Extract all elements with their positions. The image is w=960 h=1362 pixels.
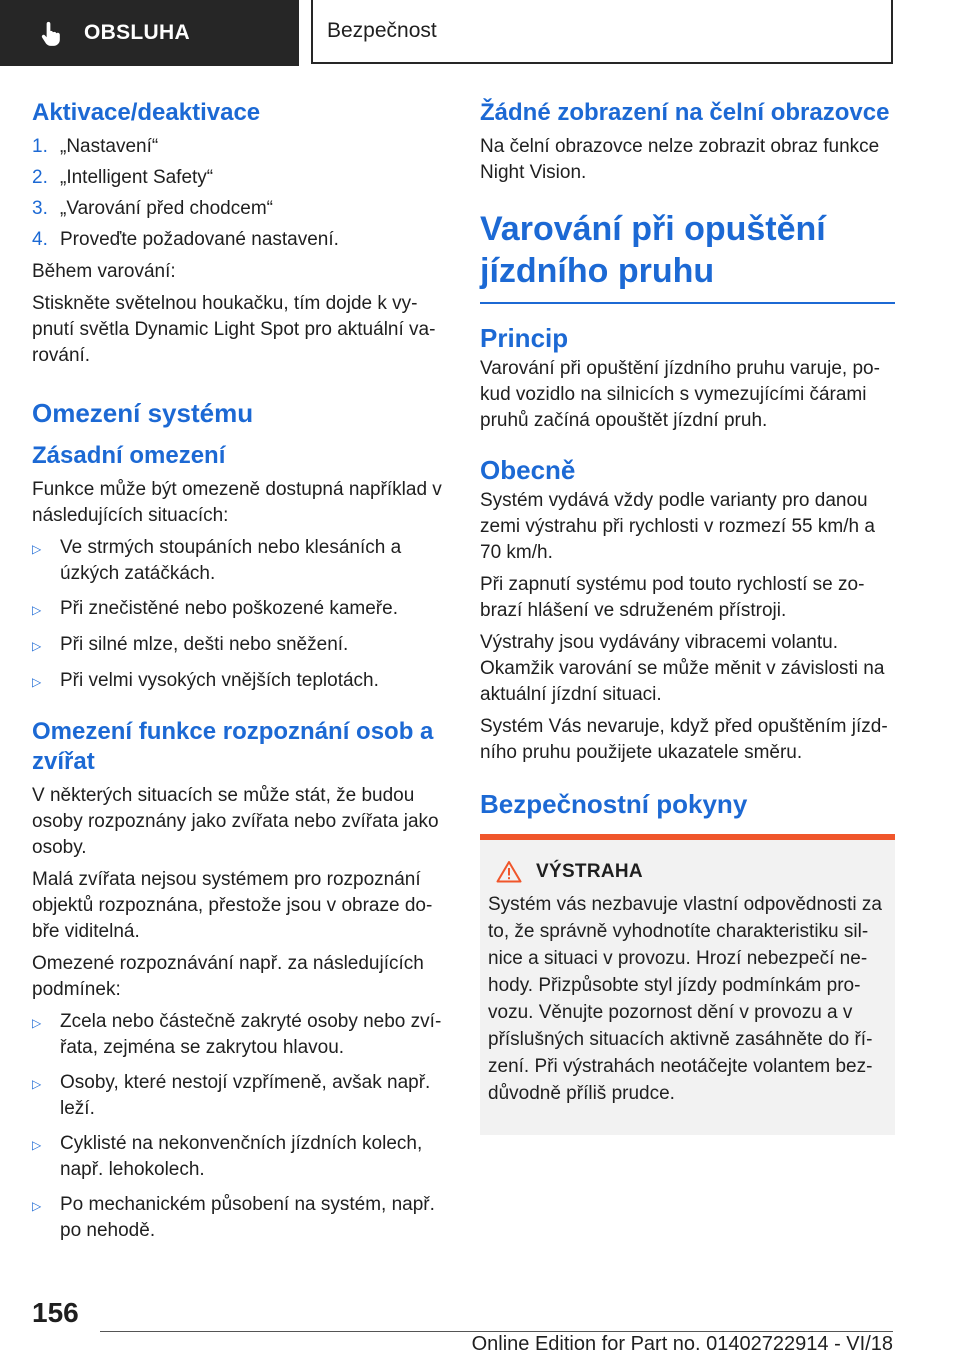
list-item [32,632,442,659]
principle-text: Varování při opuštění jízdního pruhu varuje, pokud vozidlo na silnicích s vymezujícími čárami pruhů začíná opouštět jízdní pruh. [480,358,880,431]
step-text: „Nastavení“ [60,136,159,157]
system-limits-heading: Omezení systému [32,398,254,428]
hand-pointer-icon [38,19,66,47]
recognition-limits-list [32,1009,442,1244]
section-title: Bezpečnost [327,19,437,42]
heading-divider [480,302,895,304]
step-number: 1. [32,136,48,157]
no-display-text: Na čelní obrazovce nelze zobrazit obraz funkce Night Vision. [480,136,880,183]
list-item-text: Cyklisté na nekonvenčních jízdních kolech, např. lehokolech. [60,1133,423,1180]
recognition-paragraph-1: V některých situacích se může stát, že budou osoby rozpoznány jako zvířata nebo zvířata jako osoby. [32,785,439,858]
list-item [32,1131,442,1183]
activation-heading: Aktivace/deaktivace [32,99,261,126]
safety-instructions-heading: Bezpečnostní pokyny [480,789,748,819]
step-number: 2. [32,167,48,188]
step-text: Proveďte požadované nastavení. [60,229,339,250]
list-item [32,1009,442,1061]
triangle-bullet-icon: ▷ [32,1199,42,1213]
recognition-limits-heading: Omezení funkce rozpoznání osob a zvířat [32,718,434,775]
basic-limits-heading: Zásadní omezení [32,442,226,469]
warning-box [480,834,895,1135]
press-instruction-text: Stiskněte světelnou houkačku, tím dojde k vypnutí světla Dynamic Light Spot pro aktuální varování. [32,293,436,366]
warning-text: Systém vás nezbavuje vlastní odpovědnosti za to, že správně vyhodnotíte charakteristiku silnice a situaci v provozu. Hrozí nebezpečí nehody. Přizpůsobte styl jízdy podmínkám provozu. Věnujte pozornost dění v provozu a v příslušných situacích aktivně zasáhněte do řízení. Při výstrahách neotáčejte volantem bezdůvodně příliš prudce. [488,894,882,1104]
list-item [32,196,442,222]
header-section-box [311,0,893,64]
step-number: 4. [32,229,48,250]
recognition-paragraph-3: Omezené rozpoznávání např. za následujících podmínek: [32,953,424,1000]
list-item [32,227,442,253]
general-paragraph-3: Výstrahy jsou vydávány vibracemi volantu. Okamžik varování se může měnit v závislosti na aktuální jízdní situaci. [480,632,885,705]
triangle-bullet-icon: ▷ [32,1138,42,1152]
no-display-heading: Žádné zobrazení na čelní obrazovce [480,99,890,126]
warning-title: VÝSTRAHA [536,860,643,882]
step-number: 3. [32,198,48,219]
list-item-text: Při silné mlze, dešti nebo sněžení. [60,634,349,655]
step-text: „Intelligent Safety“ [60,167,214,188]
general-paragraph-2: Při zapnutí systému pod touto rychlostí se zobrazí hlášení ve sdruženém přístroji. [480,574,865,621]
list-item-text: Ve strmých stoupáních nebo klesáních a úzkých zatáčkách. [60,537,402,584]
basic-limits-list [32,535,442,695]
list-item [32,535,442,587]
footer-divider [100,1331,893,1332]
list-item [32,596,442,623]
principle-heading: Princip [480,323,569,353]
lane-departure-heading: Varování při opuštění jízdního pruhu [480,210,826,290]
list-item-text: Při znečistěné nebo poškozené kameře. [60,598,398,619]
edition-footer: Online Edition for Part no. 01402722914 - VI/18 [471,1333,893,1355]
list-item-text: Po mechanickém působení na systém, např. po nehodě. [60,1194,435,1241]
general-paragraph-4: Systém Vás nevaruje, když před opuštěním jízdního pruhu použijete ukazatele směru. [480,716,888,763]
recognition-paragraph-2: Malá zvířata nejsou systémem pro rozpoznání objektů rozpoznána, přestože jsou v obraze dobře viditelná. [32,869,433,942]
general-paragraph-1: Systém vydává vždy podle varianty pro danou zemi výstrahu při rychlosti v rozmezí 55 km/h a 70 km/h. [480,490,875,563]
step-text: „Varování před chodcem“ [60,198,273,219]
list-item-text: Při velmi vysokých vnějších teplotách. [60,670,379,691]
triangle-bullet-icon: ▷ [32,639,42,653]
triangle-bullet-icon: ▷ [32,542,42,556]
general-heading: Obecně [480,455,576,485]
list-item-text: Osoby, které nestojí vzpřímeně, avšak např. leží. [60,1072,431,1119]
list-item [32,668,442,695]
list-item [32,165,442,191]
activation-steps [32,134,442,253]
triangle-bullet-icon: ▷ [32,603,42,617]
triangle-bullet-icon: ▷ [32,1077,42,1091]
list-item [32,134,442,160]
warning-header [488,860,887,883]
basic-limits-text: Funkce může být omezeně dostupná například v následujících situacích: [32,479,442,526]
triangle-bullet-icon: ▷ [32,675,42,689]
list-item [32,1070,442,1122]
triangle-bullet-icon: ▷ [32,1016,42,1030]
right-column [480,98,895,1135]
left-column [32,98,442,1253]
during-warning-text: Během varování: [32,261,176,282]
list-item [32,1192,442,1244]
list-item-text: Zcela nebo částečně zakryté osoby nebo zvířata, zejména se zakrytou hlavou. [60,1011,442,1058]
warning-triangle-icon [496,860,522,883]
header-tab [0,0,299,66]
page-number: 156 [32,1297,79,1328]
chapter-tab-label: OBSLUHA [84,21,190,44]
